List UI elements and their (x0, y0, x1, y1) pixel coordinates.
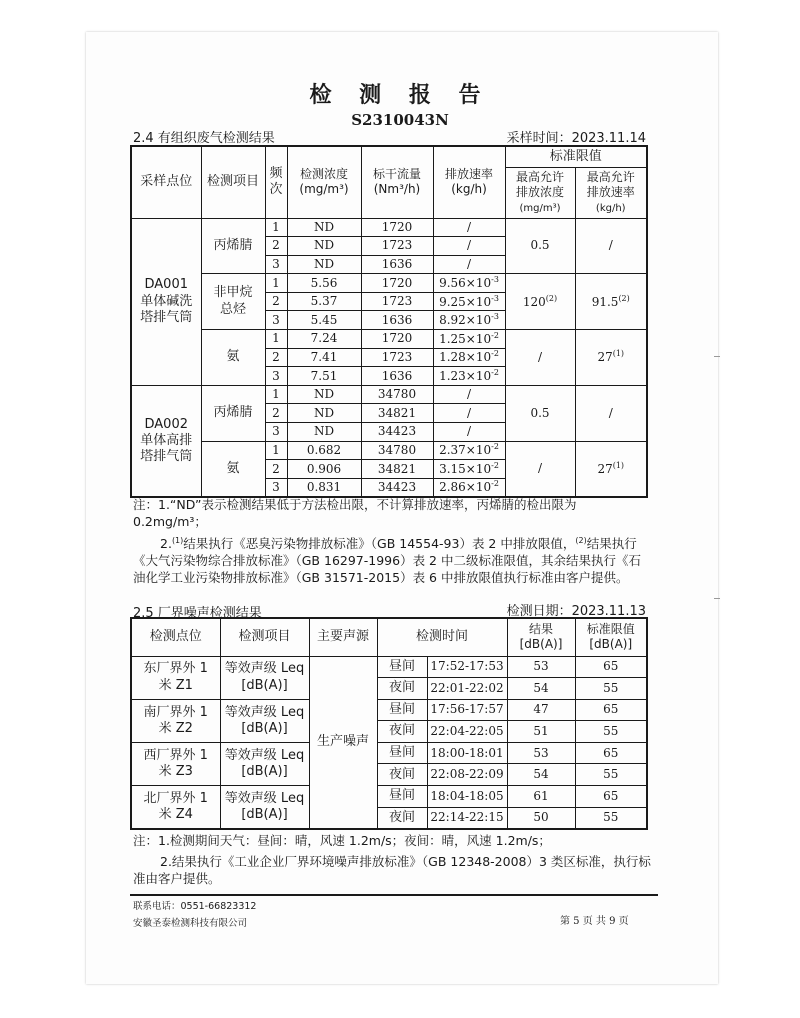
test-time: 17:52-17:53 (427, 656, 507, 678)
limit-rate (575, 385, 647, 441)
test-item: 氨 (201, 441, 265, 497)
header-item: 检测项目 (201, 146, 265, 218)
emission-rate (433, 330, 505, 349)
limit-rate (575, 274, 647, 330)
frequency: 3 (265, 311, 287, 330)
footer-phone: 联系电话：0551-66823312 (133, 901, 257, 912)
limit-rate-value: 27 (597, 350, 613, 365)
test-time: 22:01-22:02 (427, 678, 507, 700)
limit-concentration (505, 218, 575, 274)
sampling-point: DA002 单体高排塔排气筒 (131, 385, 201, 497)
header-limit-conc-1: 最高允许 (515, 169, 564, 184)
frequency: 2 (265, 348, 287, 367)
header-limit-1: 标准限值 (586, 622, 635, 637)
header-limit-rate (575, 167, 647, 218)
frequency: 3 (265, 423, 287, 442)
noise-result: 61 (507, 786, 575, 808)
flow-rate: 1720 (361, 330, 433, 349)
header-item: 检测项目 (220, 618, 309, 656)
limit-rate (575, 330, 647, 386)
noise-point-line2: 米 Z4 (158, 806, 193, 822)
header-rate-label: 排放速率 (444, 167, 493, 182)
period: 夜间 (377, 721, 427, 743)
period: 夜间 (377, 764, 427, 786)
limit-rate-value: 91.5 (591, 294, 619, 309)
limit-concentration-value: 0.5 (530, 238, 550, 253)
frequency: 3 (265, 255, 287, 274)
table-row (131, 330, 647, 349)
noise-item-line2: [dB(A)] (241, 806, 288, 822)
limit-concentration (505, 330, 575, 386)
emission-rate-value: / (466, 238, 472, 253)
header-limit-rate-2: 排放速率 (586, 184, 635, 199)
noise-point (131, 786, 220, 829)
frequency: 2 (265, 404, 287, 423)
emission-rate (433, 367, 505, 386)
exhaust-note-2-sup2: (2) (575, 536, 587, 545)
emission-rate (433, 311, 505, 330)
limit-rate-value: 27 (597, 461, 613, 476)
emission-rate (433, 348, 505, 367)
emission-rate (433, 478, 505, 497)
noise-limit: 65 (575, 742, 647, 764)
test-item: 丙烯腈 (201, 218, 265, 274)
concentration: 0.682 (287, 441, 361, 460)
emission-rate-exponent: -2 (491, 349, 499, 359)
emission-rate-value: 9.25×10 (439, 294, 492, 309)
emission-rate-value: 2.86×10 (439, 480, 492, 495)
emission-rate-value: / (466, 405, 472, 420)
period: 夜间 (377, 678, 427, 700)
noise-limit: 65 (575, 656, 647, 678)
exhaust-results-table (130, 145, 648, 498)
noise-limit: 55 (575, 807, 647, 829)
noise-point-line2: 米 Z2 (158, 720, 193, 736)
header-freq-text: 频次 (269, 166, 283, 198)
table-row (131, 656, 647, 678)
emission-rate (433, 423, 505, 442)
header-conc-label: 检测浓度 (299, 167, 348, 182)
emission-rate-value: / (466, 387, 472, 402)
noise-note-1: 注：1.检测期间天气：昼间：晴，风速 1.2m/s；夜间：晴，风速 1.2m/s； (133, 833, 551, 848)
flow-rate: 1723 (361, 348, 433, 367)
emission-rate (433, 460, 505, 479)
frequency: 1 (265, 218, 287, 237)
noise-item (220, 656, 309, 699)
emission-rate (433, 292, 505, 311)
noise-limit: 55 (575, 678, 647, 700)
footer-company: 安徽圣泰检测科技有限公司 (133, 918, 248, 929)
noise-point-line1: 西厂界外 1 (143, 747, 208, 763)
limit-rate-note: (2) (618, 293, 630, 303)
test-time: 17:56-17:57 (427, 699, 507, 721)
header-limit-rate-1: 最高允许 (586, 169, 635, 184)
emission-rate-exponent: -2 (491, 479, 499, 489)
concentration: 5.45 (287, 311, 361, 330)
noise-point-line2: 米 Z1 (158, 677, 193, 693)
noise-item-line2: [dB(A)] (241, 763, 288, 779)
noise-item (220, 742, 309, 785)
header-point: 采样点位 (131, 146, 201, 218)
noise-limit: 65 (575, 786, 647, 808)
limit-concentration-value: / (537, 461, 543, 476)
limit-rate (575, 441, 647, 497)
table-row (131, 274, 647, 293)
limit-concentration-value: 0.5 (530, 405, 550, 420)
noise-item-line1: 等效声级 Leq (224, 661, 305, 677)
footer-page: 第 5 页 共 9 页 (560, 916, 629, 927)
flow-rate: 1720 (361, 274, 433, 293)
noise-point (131, 699, 220, 742)
noise-result: 53 (507, 656, 575, 678)
emission-rate-value: 9.56×10 (439, 276, 492, 291)
emission-rate-value: / (466, 219, 472, 234)
header-rate (433, 146, 505, 218)
noise-item (220, 699, 309, 742)
header-rate-unit: (kg/h) (451, 182, 487, 197)
test-time: 22:08-22:09 (427, 764, 507, 786)
exhaust-note-2 (133, 532, 645, 586)
emission-rate-exponent: -2 (491, 330, 499, 340)
edge-mark (714, 356, 720, 357)
test-time: 22:04-22:05 (427, 721, 507, 743)
test-item: 丙烯腈 (201, 385, 265, 441)
table-row (131, 441, 647, 460)
emission-rate-value: / (466, 424, 472, 439)
sampling-date: 采样时间：2023.11.14 (506, 131, 646, 146)
header-result-2: [dB(A)] (519, 637, 563, 652)
noise-result: 47 (507, 699, 575, 721)
noise-limit: 55 (575, 764, 647, 786)
table-row (131, 218, 647, 237)
exhaust-note-2-sup1: (1) (171, 536, 184, 545)
emission-rate (433, 218, 505, 237)
limit-concentration (505, 274, 575, 330)
emission-rate (433, 385, 505, 404)
noise-item-line2: [dB(A)] (241, 720, 288, 736)
sampling-point: DA001 单体碱洗塔排气筒 (131, 218, 201, 385)
limit-rate (575, 218, 647, 274)
frequency: 1 (265, 274, 287, 293)
concentration: 7.51 (287, 367, 361, 386)
section-title-noise: 2.5 厂界噪声检测结果 (133, 606, 262, 621)
header-point: 检测点位 (131, 618, 220, 656)
noise-limit: 65 (575, 699, 647, 721)
noise-point (131, 656, 220, 699)
emission-rate-exponent: -3 (491, 275, 499, 285)
flow-rate: 1723 (361, 292, 433, 311)
exhaust-note-2-a: 结果执行《恶臭污染物排放标准》（GB 14554-93）表 2 中排放限值， (183, 536, 576, 552)
frequency: 3 (265, 478, 287, 497)
emission-rate (433, 237, 505, 256)
emission-rate-exponent: -2 (491, 442, 499, 452)
flow-rate: 34780 (361, 385, 433, 404)
edge-mark (714, 598, 720, 599)
limit-rate-value: / (608, 238, 613, 253)
noise-note-2: 2.结果执行《工业企业厂界环境噪声排放标准》（GB 12348-2008）3 类区标准，执行标准由客户提供。 (133, 854, 651, 886)
noise-item (220, 786, 309, 829)
header-freq (265, 146, 287, 218)
concentration: 0.906 (287, 460, 361, 479)
header-conc (287, 146, 361, 218)
concentration: ND (287, 404, 361, 423)
report-title: 检 测 报 告 (309, 83, 491, 108)
emission-rate-value: 8.92×10 (439, 313, 492, 328)
header-time: 检测时间 (377, 618, 507, 656)
noise-item-line1: 等效声级 Leq (224, 704, 305, 720)
exhaust-note-2-prefix: 2. (160, 536, 172, 552)
frequency: 1 (265, 385, 287, 404)
test-time: 22:14-22:15 (427, 807, 507, 829)
header-limit-2: [dB(A)] (589, 637, 633, 652)
concentration: 5.37 (287, 292, 361, 311)
emission-rate-value: / (466, 256, 472, 271)
flow-rate: 34780 (361, 441, 433, 460)
emission-rate (433, 255, 505, 274)
frequency: 2 (265, 460, 287, 479)
concentration: ND (287, 385, 361, 404)
test-time: 18:04-18:05 (427, 786, 507, 808)
period: 昼间 (377, 699, 427, 721)
noise-point-line2: 米 Z3 (158, 763, 193, 779)
flow-rate: 1636 (361, 311, 433, 330)
emission-rate-exponent: -3 (491, 293, 499, 303)
limit-concentration-value: 120 (522, 294, 546, 309)
limit-rate-note: (1) (612, 460, 625, 470)
noise-results-table (130, 617, 648, 830)
test-date: 检测日期：2023.11.13 (506, 604, 646, 619)
limit-concentration (505, 385, 575, 441)
noise-item-line1: 等效声级 Leq (224, 790, 305, 806)
flow-rate: 34423 (361, 478, 433, 497)
exhaust-note-1: 注：1.“ND”表示检测结果低于方法检出限，不计算排放速率，丙烯腈的检出限为0.2mg/m³； (133, 497, 577, 529)
table-row (131, 742, 647, 764)
concentration: 7.41 (287, 348, 361, 367)
emission-rate-exponent: -3 (491, 312, 499, 322)
report-number: S2310043N (351, 111, 449, 129)
frequency: 1 (265, 441, 287, 460)
header-result-1: 结果 (529, 622, 554, 637)
emission-rate-exponent: -2 (491, 461, 499, 471)
concentration: 7.24 (287, 330, 361, 349)
flow-rate: 1636 (361, 255, 433, 274)
noise-result: 53 (507, 742, 575, 764)
table-row (131, 786, 647, 808)
emission-rate-value: 2.37×10 (439, 443, 492, 458)
frequency: 1 (265, 330, 287, 349)
header-flow-label: 标干流量 (372, 167, 421, 182)
header-flow-unit: (Nm³/h) (373, 182, 421, 197)
noise-point-line1: 南厂界外 1 (143, 704, 208, 720)
concentration: ND (287, 255, 361, 274)
frequency: 3 (265, 367, 287, 386)
frequency: 2 (265, 292, 287, 311)
concentration: ND (287, 218, 361, 237)
test-item: 氨 (201, 330, 265, 386)
noise-source: 生产噪声 (309, 656, 377, 829)
table-row (131, 699, 647, 721)
noise-limit: 55 (575, 721, 647, 743)
header-limit-conc (505, 167, 575, 218)
period: 夜间 (377, 807, 427, 829)
header-limit: 标准限值 (505, 146, 647, 167)
header-result (507, 618, 575, 656)
emission-rate (433, 404, 505, 423)
flow-rate: 34821 (361, 404, 433, 423)
header-limit (575, 618, 647, 656)
header-flow (361, 146, 433, 218)
footer-divider (130, 894, 658, 896)
flow-rate: 1636 (361, 367, 433, 386)
table-row (131, 385, 647, 404)
noise-result: 54 (507, 678, 575, 700)
noise-point-line1: 北厂界外 1 (143, 790, 208, 806)
concentration: ND (287, 423, 361, 442)
noise-point (131, 742, 220, 785)
limit-concentration (505, 441, 575, 497)
emission-rate-value: 1.28×10 (439, 350, 492, 365)
test-item: 非甲烷总烃 (201, 274, 265, 330)
concentration: 5.56 (287, 274, 361, 293)
concentration: ND (287, 237, 361, 256)
period: 昼间 (377, 786, 427, 808)
noise-result: 54 (507, 764, 575, 786)
noise-point-line1: 东厂界外 1 (143, 661, 208, 677)
emission-rate (433, 441, 505, 460)
emission-rate-value: 1.25×10 (439, 331, 492, 346)
noise-result: 51 (507, 721, 575, 743)
test-time: 18:00-18:01 (427, 742, 507, 764)
limit-rate-value: / (608, 405, 613, 420)
noise-result: 50 (507, 807, 575, 829)
header-source: 主要声源 (309, 618, 377, 656)
limit-concentration-value: / (537, 349, 543, 364)
emission-rate-exponent: -2 (491, 368, 499, 378)
frequency: 2 (265, 237, 287, 256)
emission-rate (433, 274, 505, 293)
flow-rate: 34423 (361, 423, 433, 442)
flow-rate: 34821 (361, 460, 433, 479)
period: 昼间 (377, 656, 427, 678)
limit-rate-note: (1) (612, 349, 625, 359)
flow-rate: 1720 (361, 218, 433, 237)
section-title-exhaust: 2.4 有组织废气检测结果 (133, 131, 275, 146)
period: 昼间 (377, 742, 427, 764)
header-limit-conc-2: 排放浓度 (515, 184, 564, 199)
emission-rate-value: 3.15×10 (439, 462, 492, 477)
header-conc-unit: (mg/m³) (299, 182, 349, 197)
emission-rate-value: 1.23×10 (439, 369, 492, 384)
header-limit-rate-3: (kg/h) (595, 202, 626, 214)
concentration: 0.831 (287, 478, 361, 497)
flow-rate: 1723 (361, 237, 433, 256)
noise-item-line1: 等效声级 Leq (224, 747, 305, 763)
header-limit-conc-3: (mg/m³) (519, 202, 561, 214)
noise-item-line2: [dB(A)] (241, 677, 288, 693)
limit-concentration-note: (2) (545, 293, 558, 303)
exhaust-note-2-b: 结果执行《大气污染物综合排放标准》（GB 16297-1996）表 2 中二级标准限值，其余结果执行《石油化学工业污染物排放标准》（GB 31571-2015）表 6 中排放限值执行标准由客户提供。 (133, 536, 641, 586)
